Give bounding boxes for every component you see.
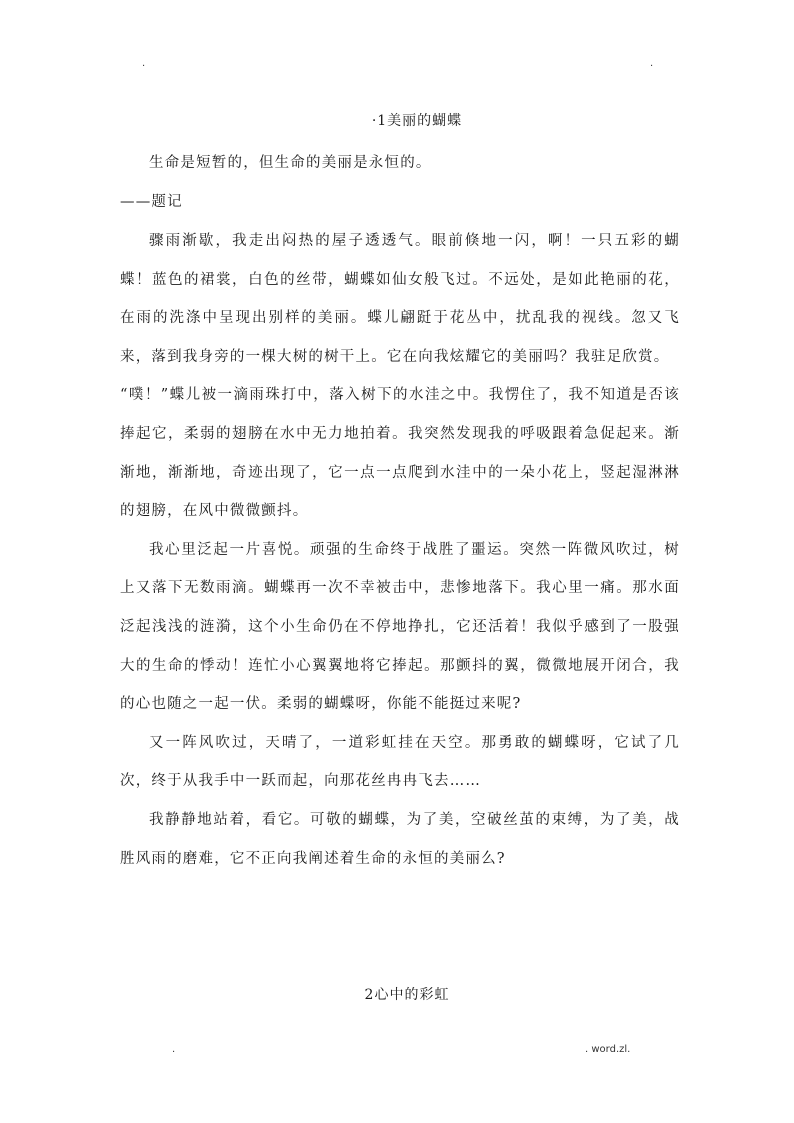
paragraph-3: 我心里泛起一片喜悦。顽强的生命终于战胜了噩运。突然一阵微风吹过，树上又落下无数雨滴。蝴蝶再一次不幸被击中，悲惨地落下。我心里一痛。那水面泛起浅浅的涟漪，这个小生命仍在不停地挣扎，它还活着！我似乎感到了一股强大的生命的悸动！连忙小心翼翼地将它捧起。那颤抖的翼，微微地展开闭合，我的心也随之一起一伏。柔弱的蝴蝶呀，你能不能挺过来呢? xyxy=(120,541,680,713)
epigraph-text: 生命是短暂的，但生命的美丽是永恒的。 xyxy=(149,155,432,171)
footer-dot-left: . xyxy=(172,1044,176,1055)
article-body-1 xyxy=(120,222,680,878)
article-title-2: 2心中的彩虹 xyxy=(364,987,450,1003)
article-title-1: ·1美丽的蝴蝶 xyxy=(371,113,463,129)
paragraph-1: 骤雨渐歇，我走出闷热的屋子透透气。眼前倏地一闪，啊！一只五彩的蝴蝶！蓝色的裙裳，白色的丝带，蝴蝶如仙女般飞过。不远处，是如此艳丽的花，在雨的洗涤中呈现出别样的美丽。蝶儿翩跹于花丛中，扰乱我的视线。忽又飞来，落到我身旁的一棵大树的树干上。它在向我炫耀它的美丽吗？我驻足欣赏。 xyxy=(120,233,680,365)
header-dot-right: . xyxy=(650,58,654,69)
header-dot-left: . xyxy=(142,58,146,69)
paragraph-4: 又一阵风吹过，天晴了，一道彩虹挂在天空。那勇敢的蝴蝶呀，它试了几次，终于从我手中一跃而起，向那花丝冉冉飞去…… xyxy=(120,734,680,790)
footer-text: . word.zl. xyxy=(585,1044,631,1055)
epigraph-source: ——题记 xyxy=(120,193,183,210)
paragraph-2: “噗！”蝶儿被一滴雨珠打中，落入树下的水洼之中。我愣住了，我不知道是否该捧起它，柔弱的翅膀在水中无力地拍着。我突然发现我的呼吸跟着急促起来。渐渐地，渐渐地，奇迹出现了，它一点一点爬到水洼中的一朵小花上，竖起湿淋淋的翅膀，在风中微微颤抖。 xyxy=(120,387,680,520)
paragraph-5: 我静静地站着，看它。可敬的蝴蝶，为了美，空破丝茧的束缚，为了美，战胜风雨的磨难，它不正向我阐述着生命的永恒的美丽么? xyxy=(120,811,680,867)
epigraph xyxy=(120,144,680,221)
